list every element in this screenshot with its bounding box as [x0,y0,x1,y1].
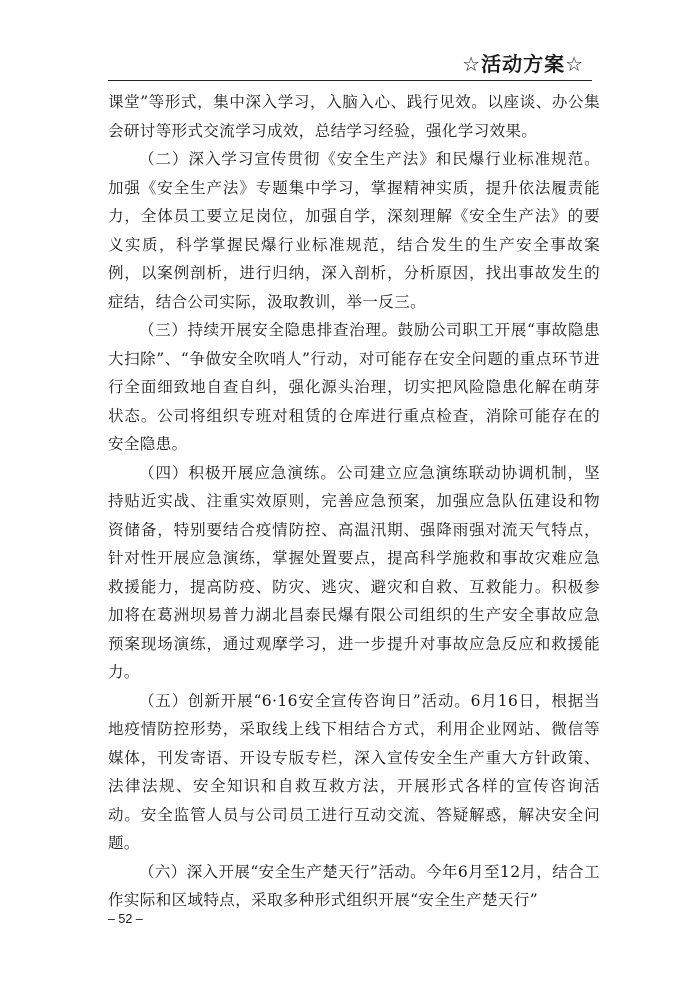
page-number: – 52 – [108,912,143,926]
header-title: ☆活动方案☆ [462,52,584,76]
paragraph-continuation: 课堂”等形式，集中深入学习，入脑入心、践行见效。以座谈、办公集会研讨等形式交流学习成效，总结学习经验，强化学习效果。 [108,93,600,140]
page-header [108,46,592,81]
paragraph-section-4: （四）积极开展应急演练。公司建立应急演练联动协调机制，坚持贴近实战、注重实效原则，完善应急预案，加强应急队伍建设和物资储备，特别要结合疫情防控、高温汛期、强降雨强对流天气特点，针对性开展应急演练，掌握处置要点，提高科学施救和事故灾难应急救援能力，提高防疫、防灾、逃灾、避灾和自救、互救能力。积极参加将在葛洲坝易普力湖北昌泰民爆有限公司组织的生产安全事故应急预案现场演练，通过观摩学习，进一步提升对事故应急反应和救援能力。 [108,463,600,681]
paragraph-section-6: （六）深入开展“安全生产楚天行”活动。今年6月至12月，结合工作实际和区域特点，采取多种形式组织开展“安全生产楚天行” [108,862,600,909]
document-body [108,88,600,915]
paragraph-section-3: （三）持续开展安全隐患排查治理。鼓励公司职工开展“事故隐患大扫除”、“争做安全吹哨人”行动，对可能存在安全问题的重点环节进行全面细致地自查自纠，强化源头治理，切实把风险隐患化解在萌芽状态。公司将组织专班对租赁的仓库进行重点检查，消除可能存在的安全隐患。 [108,321,600,453]
paragraph-section-2: （二）深入学习宣传贯彻《安全生产法》和民爆行业标准规范。加强《安全生产法》专题集中学习，掌握精神实质，提升依法履责能力，全体员工要立足岗位，加强自学，深刻理解《安全生产法》的要义实质，科学掌握民爆行业标准规范，结合发生的生产安全事故案例，以案例剖析，进行归纳，深入剖析，分析原因，找出事故发生的症结，结合公司实际，汲取教训，举一反三。 [108,150,600,311]
paragraph-section-5: （五）创新开展“6·16安全宣传咨询日”活动。6月16日，根据当地疫情防控形势，采取线上线下相结合方式，利用企业网站、微信等媒体，刊发寄语、开设专版专栏，深入宣传安全生产重大方针政策、法律法规、安全知识和自救互救方法，开展形式各样的宣传咨询活动。安全监管人员与公司员工进行互动交流、答疑解惑，解决安全问题。 [108,691,600,852]
